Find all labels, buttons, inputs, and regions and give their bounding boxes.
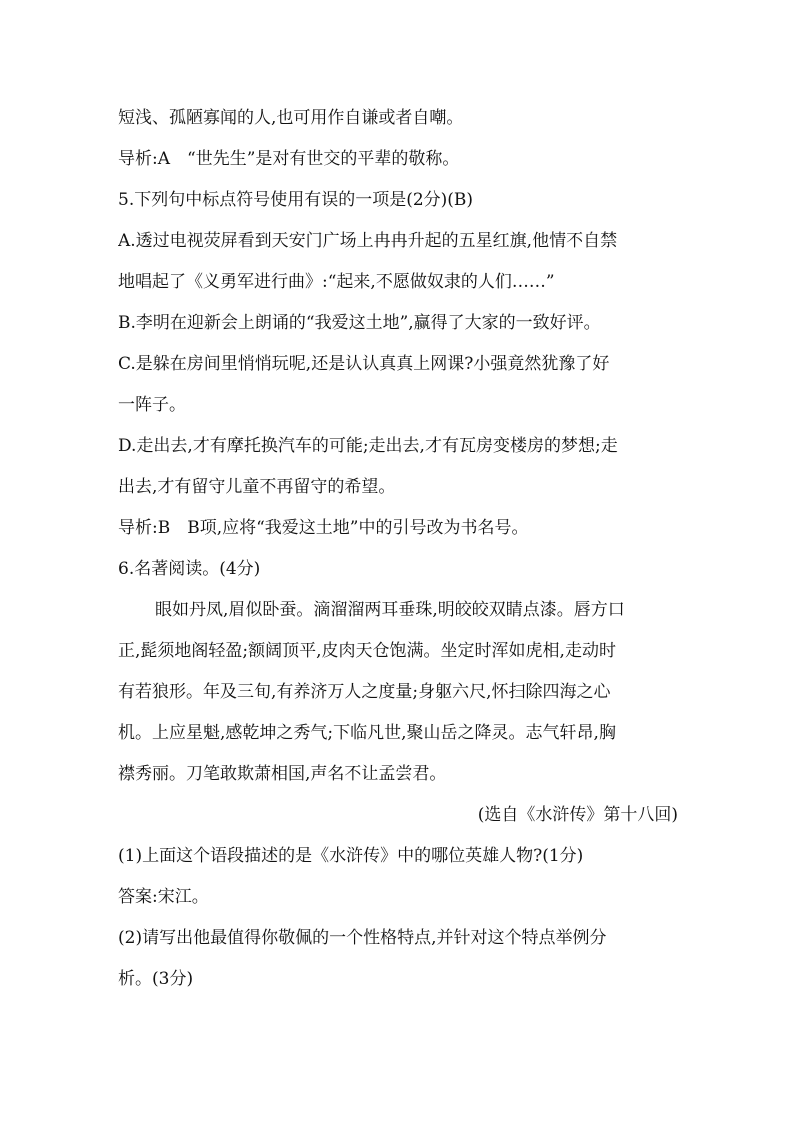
question-5-stem: 5.下列句中标点符号使用有误的一项是(2分)(B) [118, 190, 474, 210]
sub-question-1: (1)上面这个语段描述的是《水浒传》中的哪位英雄人物?(1分) [118, 846, 584, 866]
passage-line-1: 眼如丹凤,眉似卧蚕。滴溜溜两耳垂珠,明皎皎双睛点漆。唇方口 [155, 600, 625, 620]
text-line-1: 短浅、孤陋寡闻的人,也可用作自谦或者自嘲。 [118, 108, 464, 128]
sub-question-1-answer: 答案:宋江。 [118, 887, 209, 907]
option-a-line-2: 地唱起了《义勇军进行曲》:“起来,不愿做奴隶的人们……” [118, 272, 555, 292]
option-b: B.李明在迎新会上朗诵的“我爱这土地”,赢得了大家的一致好评。 [118, 313, 601, 333]
passage-line-5: 襟秀丽。刀笔敢欺萧相国,声名不让孟尝君。 [118, 764, 447, 784]
option-d-line-2: 出去,才有留守儿童不再留守的希望。 [118, 477, 396, 497]
option-a-line-1: A.透过电视荧屏看到天安门广场上冉冉升起的五星红旗,他情不自禁 [118, 231, 618, 251]
option-d-line-1: D.走出去,才有摩托换汽车的可能;走出去,才有瓦房变楼房的梦想;走 [118, 436, 618, 456]
passage-line-3: 有若狼形。年及三旬,有养济万人之度量;身躯六尺,怀扫除四海之心 [118, 682, 611, 702]
passage-source: (选自《水浒传》第十八回) [477, 805, 678, 825]
passage-line-4: 机。上应星魁,感乾坤之秀气;下临凡世,聚山岳之降灵。志气轩昂,胸 [118, 723, 616, 743]
text-line-2: 导析:A “世先生”是对有世交的平辈的敬称。 [118, 149, 460, 169]
option-c-line-1: C.是躲在房间里悄悄玩呢,还是认认真真上网课?小强竟然犹豫了好 [118, 354, 610, 374]
question-6-stem: 6.名著阅读。(4分) [118, 559, 261, 579]
sub-question-2-line-2: 析。(3分) [118, 969, 194, 989]
sub-question-2-line-1: (2)请写出他最值得你敬佩的一个性格特点,并针对这个特点举例分 [118, 928, 607, 948]
option-c-line-2: 一阵子。 [118, 395, 186, 415]
passage-line-2: 正,髭须地阁轻盈;额阔顶平,皮肉天仓饱满。坐定时浑如虎相,走动时 [118, 641, 616, 661]
question-5-analysis: 导析:B B项,应将“我爱这土地”中的引号改为书名号。 [118, 518, 529, 538]
